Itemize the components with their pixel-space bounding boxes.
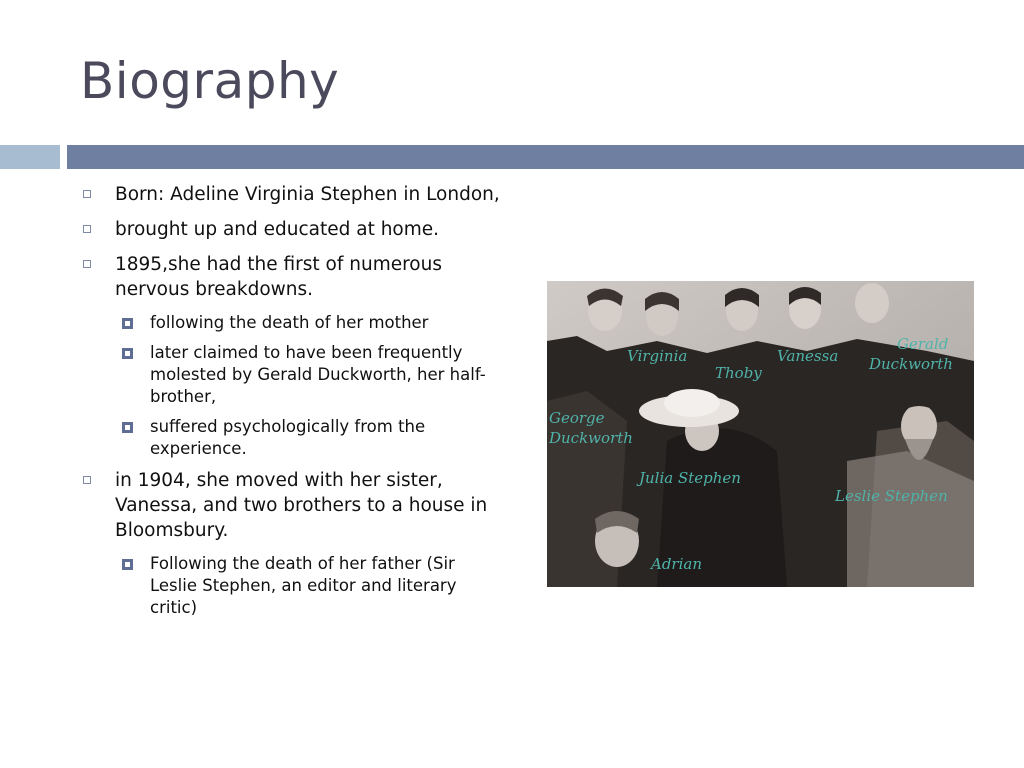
slide-title: Biography xyxy=(80,52,340,110)
square-bullet-icon xyxy=(83,476,91,484)
bullet-text: brought up and educated at home. xyxy=(115,219,440,240)
bullet-item-breakdowns xyxy=(80,252,500,302)
bullet-text: Born: Adeline Virginia Stephen in London, xyxy=(115,184,500,205)
bullet-item-bloomsbury xyxy=(80,468,500,543)
photo-label-gerald-line1: Gerald xyxy=(897,335,949,353)
photo-label-adrian: Adrian xyxy=(651,555,703,573)
sub-bullet-item xyxy=(80,342,500,408)
filled-square-bullet-icon xyxy=(122,422,133,433)
photo-label-virginia: Virginia xyxy=(627,347,688,365)
sub-bullet-item xyxy=(80,312,500,334)
family-photo xyxy=(547,281,974,587)
square-bullet-icon xyxy=(83,190,91,198)
sub-bullet-text: Following the death of her father (Sir Leslie Stephen, an editor and literary critic) xyxy=(150,554,457,617)
photo-label-george-line2: Duckworth xyxy=(549,429,633,447)
decorative-bar-main xyxy=(67,145,1024,169)
photo-label-thoby: Thoby xyxy=(715,364,762,382)
bullet-text: in 1904, she moved with her sister, Vanessa, and two brothers to a house in Bloomsbury. xyxy=(115,470,488,541)
photo-label-julia: Julia Stephen xyxy=(639,469,741,487)
sub-bullet-text: following the death of her mother xyxy=(150,313,429,332)
photo-label-vanessa: Vanessa xyxy=(777,347,839,365)
sub-bullet-text: later claimed to have been frequently molested by Gerald Duckworth, her half-brother, xyxy=(150,343,486,406)
filled-square-bullet-icon xyxy=(122,348,133,359)
filled-square-bullet-icon xyxy=(122,318,133,329)
bullet-list xyxy=(80,182,500,627)
square-bullet-icon xyxy=(83,225,91,233)
photo-label-george-line1: George xyxy=(549,409,605,427)
bullet-text: 1895,she had the first of numerous nervous breakdowns. xyxy=(115,254,442,300)
square-bullet-icon xyxy=(83,260,91,268)
bullet-item-education xyxy=(80,217,500,242)
sub-bullet-text: suffered psychologically from the experience. xyxy=(150,417,426,458)
photo-label-leslie: Leslie Stephen xyxy=(835,487,948,505)
photo-label-gerald-line2: Duckworth xyxy=(869,355,953,373)
sub-bullet-item xyxy=(80,416,500,460)
decorative-bar-left xyxy=(0,145,60,169)
sub-bullet-item xyxy=(80,553,500,619)
filled-square-bullet-icon xyxy=(122,559,133,570)
bullet-item-born xyxy=(80,182,500,207)
